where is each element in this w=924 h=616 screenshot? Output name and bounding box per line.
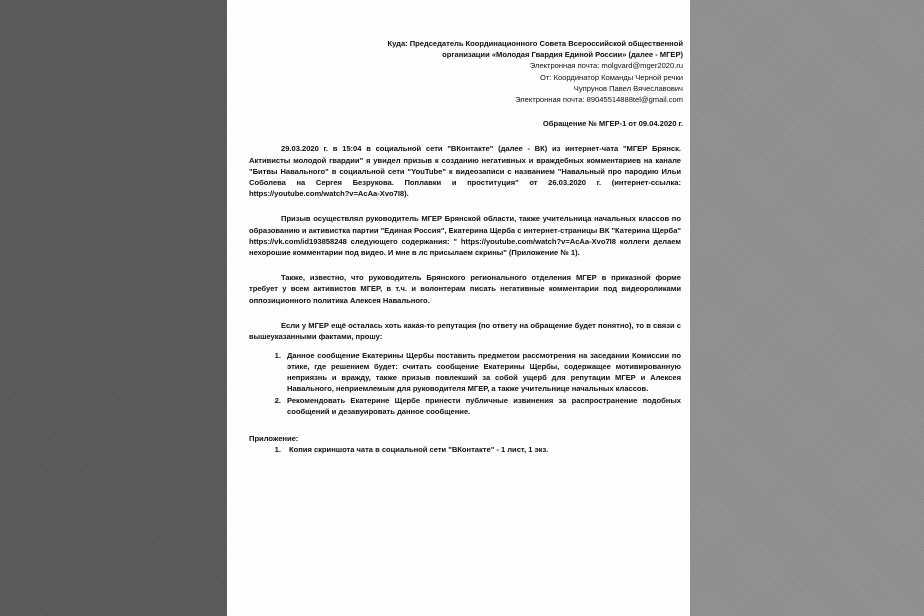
appendix-heading: Приложение: <box>249 434 299 444</box>
sender-email: Электронная почта: 89045514888tel@gmail.com <box>515 95 683 105</box>
list-item: 1. Данное сообщение Екатерины Щербы поставить предметом рассмотрения на заседании Комиссии по этике, где решением будет: считать сообщение Екатерины Щербы, содержащее мотивированную неприязнь и вражду, также призыв повлекший за собой ущерб для репутации МГЕР и Алексея Навального, неприемлемым для руководителя МГЕР, а также учительнице начальных классов. <box>283 350 685 395</box>
addressee-block <box>249 38 685 105</box>
paragraph-2-quote: https://youtube.com/watch?v=AcAa-Xvo7I8 коллеги делаем нехорошие комментарии под видео. И мне в лс присылаем скрины <box>249 236 681 258</box>
reference-number: Обращение № МГЕР-1 от 09.04.2020 г. <box>542 119 683 129</box>
sender-role: От: Координатор Команды Черной речки <box>540 72 683 82</box>
appendix-list <box>249 444 685 455</box>
paragraph-2 <box>249 213 685 258</box>
paragraph-2-tail: " (Приложение № 1). <box>503 248 580 258</box>
document-page <box>227 0 690 616</box>
paragraph-1: 29.03.2020 г. в 15:04 в социальной сети "ВКонтакте" (далее - ВК) из интернет-чата "МГЕР Брянск. Активисты молодой гвардии" я увидел призыв к созданию негативных и враждебных комментариев на канале "Битвы Навального" в социальной сети "YouTube" к видеозаписи с названием "Навальный про пародию Ильи Соболева на Сергея Безрукова. Поплавки и проституция" от 26.03.2020 г. (интернет-ссылка: https://youtube.com/watch?v=AcAa-Xvo7I8). <box>249 144 681 199</box>
background-gutter-left <box>0 0 227 616</box>
recipient-line-2: организации «Молодая Гвардия Единой России» (далее - МГЕР) <box>442 50 683 60</box>
paragraph-3: Также, известно, что руководитель Брянского регионального отделения МГЕР в приказной форме требует у всем активистов МГЕР, в т.ч. и волонтерам писать негативные комментарии под видеороликами оппозиционного политика Алексея Навального. <box>249 273 681 305</box>
recipient-line-1: Куда: Председатель Координационного Совета Всероссийской общественной <box>387 39 683 48</box>
paragraph-4: Если у МГЕР ещё осталась хоть какая-то репутация (по ответу на обращение будет понятно), то в связи с вышеуказанными фактами, прошу: <box>249 320 681 342</box>
paragraph-2-lead: Призыв осуществлял руководитель МГЕР Брянской области, также учительница начальных классов по образованию и активистка партии "Единая Россия", Екатерина Щерба с интернет-страницы ВК "Катерина Щерба" https://vk.com/id193858248 следующего содержания: " <box>249 214 681 246</box>
requests-list <box>249 350 685 417</box>
list-item: 2. Рекомендовать Екатерине Щербе принести публичные извинения за распространение подобных сообщений и дезавуировать данное сообщение. <box>283 395 685 417</box>
background-gutter-right <box>690 0 924 616</box>
document-body <box>249 0 685 455</box>
sender-name: Чупрунов Павел Вячеславович <box>573 83 683 93</box>
recipient-email: Электронная почта: molgvard@mger2020.ru <box>529 61 683 71</box>
list-item: 1. Копия скриншота чата в социальной сети "ВКонтакте" - 1 лист, 1 экз. <box>283 444 685 455</box>
